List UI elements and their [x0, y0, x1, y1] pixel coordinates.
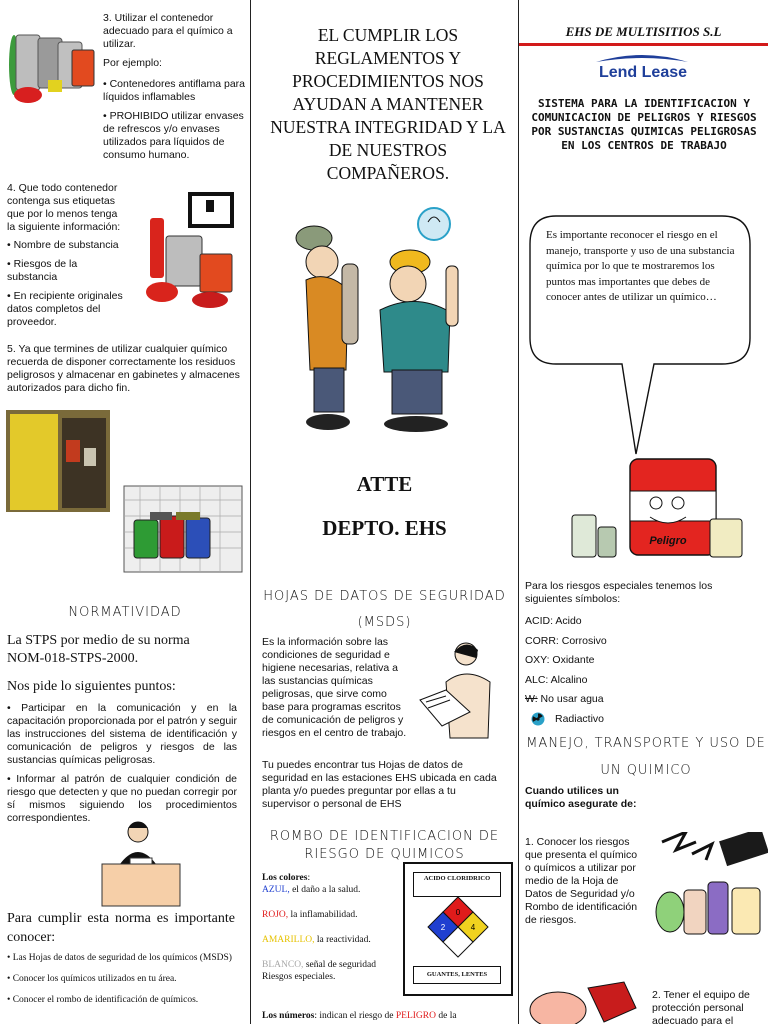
- example-label: Por ejemplo:: [103, 57, 162, 69]
- drum-label: Peligro: [649, 535, 687, 547]
- symbol-code-4: ALC:: [525, 673, 549, 686]
- para-cumplir: Para cumplir esta norma es importante conocer:: [7, 911, 235, 945]
- item3-bullet-1: • Contenedores antiflama para líquidos inflamables: [103, 78, 246, 103]
- safety-cabinet-photo: [6, 410, 110, 512]
- know-item-3: • Conocer el rombo de identificación de químicos.: [7, 995, 199, 1005]
- woman-reading-illustration: [416, 638, 502, 740]
- nfpa-label-bottom: GUANTES, LENTES: [413, 966, 501, 984]
- item4-bullet-3: • En recipiente originales datos completos del proveedor.: [7, 290, 123, 328]
- symbol-meaning-4: Alcalino: [548, 673, 588, 686]
- item3-text: 3. Utilizar el contenedor adecuado para el químico a utilizar.: [103, 12, 233, 50]
- nfpa-diamond-left: 2: [440, 923, 446, 932]
- symbol-code-1: ACID:: [525, 615, 554, 627]
- cuando-text: Cuando utilices un químico asegurate de:: [525, 785, 637, 810]
- normatividad-asks: Nos pide lo siguientes puntos:: [7, 679, 176, 694]
- step-2: 2. Tener el equipo de protección personal adecuado para el: [652, 989, 750, 1027]
- normatividad-point-1: • Participar en la comunicación y en la capacitación proporcionada por el patrón y seguir las instrucciones del sistema de identificación y comunicación de peligros y riesgos de las sustancias químicas peligrosas.: [7, 702, 237, 766]
- symbol-code-2: CORR:: [525, 634, 559, 647]
- item4-bullet-1: • Nombre de substancia: [7, 239, 119, 251]
- peligro-word: PELIGRO: [395, 1011, 436, 1021]
- color-rojo-desc: la inflamabilidad.: [288, 910, 358, 920]
- numbers-tail: de la: [436, 1011, 457, 1021]
- color-rojo: ROJO,: [262, 910, 289, 920]
- nfpa-diamond-top: 0: [455, 908, 461, 917]
- msds-paragraph-1: Es la información sobre las condiciones de seguridad e higiene necesarias, relativa a las sustancias químicas peligrosas, que sirve como base para programas escritos de comunicación de peligros y riesgos en el centro de trabajo.: [262, 636, 407, 739]
- nfpa-label: [403, 862, 513, 996]
- color-blanco: BLANCO,: [262, 960, 304, 970]
- radiactivo: Radiactivo: [555, 712, 605, 725]
- item5-text: 5. Ya que termines de utilizar cualquier químico recuerda de disponer correctamente los residuos peligrosos y almacenar en gabinetes y almacenes autorizados para dicho fin.: [7, 343, 240, 394]
- manejo-title: MANEJO, TRANSPORTE Y USO DE UN QUIMICO: [526, 736, 766, 778]
- symbol-code-5: W:: [525, 693, 538, 705]
- workers-illustration: [288, 200, 488, 440]
- labeled-containers-illustration: [140, 188, 240, 313]
- symbol-meaning-2: Corrosivo: [558, 634, 607, 647]
- symbol-meaning-5: No usar agua: [537, 693, 604, 705]
- bubble-text: Es importante reconocer el riesgo en el manejo, transporte y uso de una substancia química por lo que te mostraremos los puntos mas importantes que debes de conocer antes de utilizar un químico…: [546, 229, 735, 303]
- normatividad-point-2: • Informar al patrón de cualquier condición de riesgo que detecten y que no puedan corregir por sí mismos siguiendo los procedimientos correspondientes.: [7, 773, 237, 824]
- know-item-2: • Conocer los químicos utilizados en tu área.: [7, 974, 177, 984]
- numbers-text: : indican el riesgo de: [314, 1011, 396, 1021]
- symbol-meaning-1: Acido: [553, 615, 582, 627]
- color-blanco-desc: señal de seguridad Riesgos especiales.: [262, 960, 376, 982]
- radiation-icon: [531, 712, 545, 726]
- item4-text: 4. Que todo contenedor contenga sus etiquetas que por lo menos tenga la siguiente información:: [7, 182, 121, 233]
- system-title: SISTEMA PARA LA IDENTIFICACION Y COMUNICACION DE PELIGROS Y RIESGOS POR SUSTANCIAS QUIMICAS PELIGROSAS EN LOS CENTROS DE TRABAJO: [531, 97, 757, 152]
- color-azul: AZUL,: [262, 885, 290, 895]
- ppe-gloves-illustration: [528, 978, 644, 1024]
- colors-label: Los colores: [262, 873, 308, 883]
- normatividad-intro: La STPS por medio de su norma NOM-018-STPS-2000.: [7, 633, 190, 666]
- symbol-code-3: OXY:: [525, 654, 550, 666]
- headline: EL CUMPLIR LOS REGLAMENTOS Y PROCEDIMIENTOS NOS AYUDAN A MANTENER NUESTRA INTEGRIDAD Y LA DE NUESTROS COMPAÑEROS.: [270, 25, 506, 183]
- chemical-bottles-illustration: [652, 832, 768, 942]
- msds-paragraph-2: Tu puedes encontrar tus Hojas de datos de seguridad en las estaciones EHS ubicada en cada planta y/o puedes preguntar por ellas a tu supervisor o personal de EHS: [262, 759, 497, 810]
- symbol-meaning-3: Oxidante: [549, 654, 595, 666]
- nfpa-diamond-icon: [427, 896, 489, 958]
- flammable-containers-illustration: [2, 20, 98, 108]
- step-1: 1. Conocer los riesgos que presenta el químico o químicos a utilizar por medio de la Hoja de Datos de Seguridad y/o Rombo de identificación de riesgos.: [525, 836, 638, 926]
- lend-lease-logo: [590, 52, 700, 86]
- item4-bullet-2: • Riesgos de la substancia: [7, 258, 78, 283]
- item3-bullet-2: • PROHIBIDO utilizar envases de refrescos y/o envases utilizados para líquidos de consumo humano.: [103, 110, 244, 161]
- peligro-drum-illustration: [558, 455, 750, 567]
- logo-swoosh-icon: [592, 52, 692, 64]
- color-amarillo: AMARILLO,: [262, 935, 315, 945]
- rombo-title: ROMBO DE IDENTIFICACION DE RIESGO DE QUIMICOS: [269, 829, 500, 862]
- know-item-1: • Las Hojas de datos de seguridad de los químicos (MSDS): [7, 953, 232, 963]
- symbols-intro: Para los riesgos especiales tenemos los siguientes símbolos:: [525, 580, 713, 605]
- depto: DEPTO. EHS: [322, 516, 447, 540]
- logo-text: Lend Lease: [598, 64, 688, 81]
- red-rule: [519, 43, 768, 46]
- company-name: EHS DE MULTISITIOS S.L: [565, 24, 722, 39]
- normatividad-title: NORMATIVIDAD: [68, 605, 182, 620]
- numbers-label: Los números: [262, 1011, 315, 1021]
- msds-title: HOJAS DE DATOS DE SEGURIDAD (MSDS): [263, 589, 506, 630]
- color-azul-desc: el daño a la salud.: [289, 885, 361, 895]
- nfpa-label-top: ACIDO CLORIDRICO: [413, 872, 501, 897]
- worker-at-desk-illustration: [100, 818, 182, 908]
- nfpa-diamond-right: 4: [470, 923, 476, 932]
- color-amarillo-desc: la reactividad.: [314, 935, 371, 945]
- atte: ATTE: [356, 472, 413, 496]
- storage-cage-illustration: [120, 480, 246, 576]
